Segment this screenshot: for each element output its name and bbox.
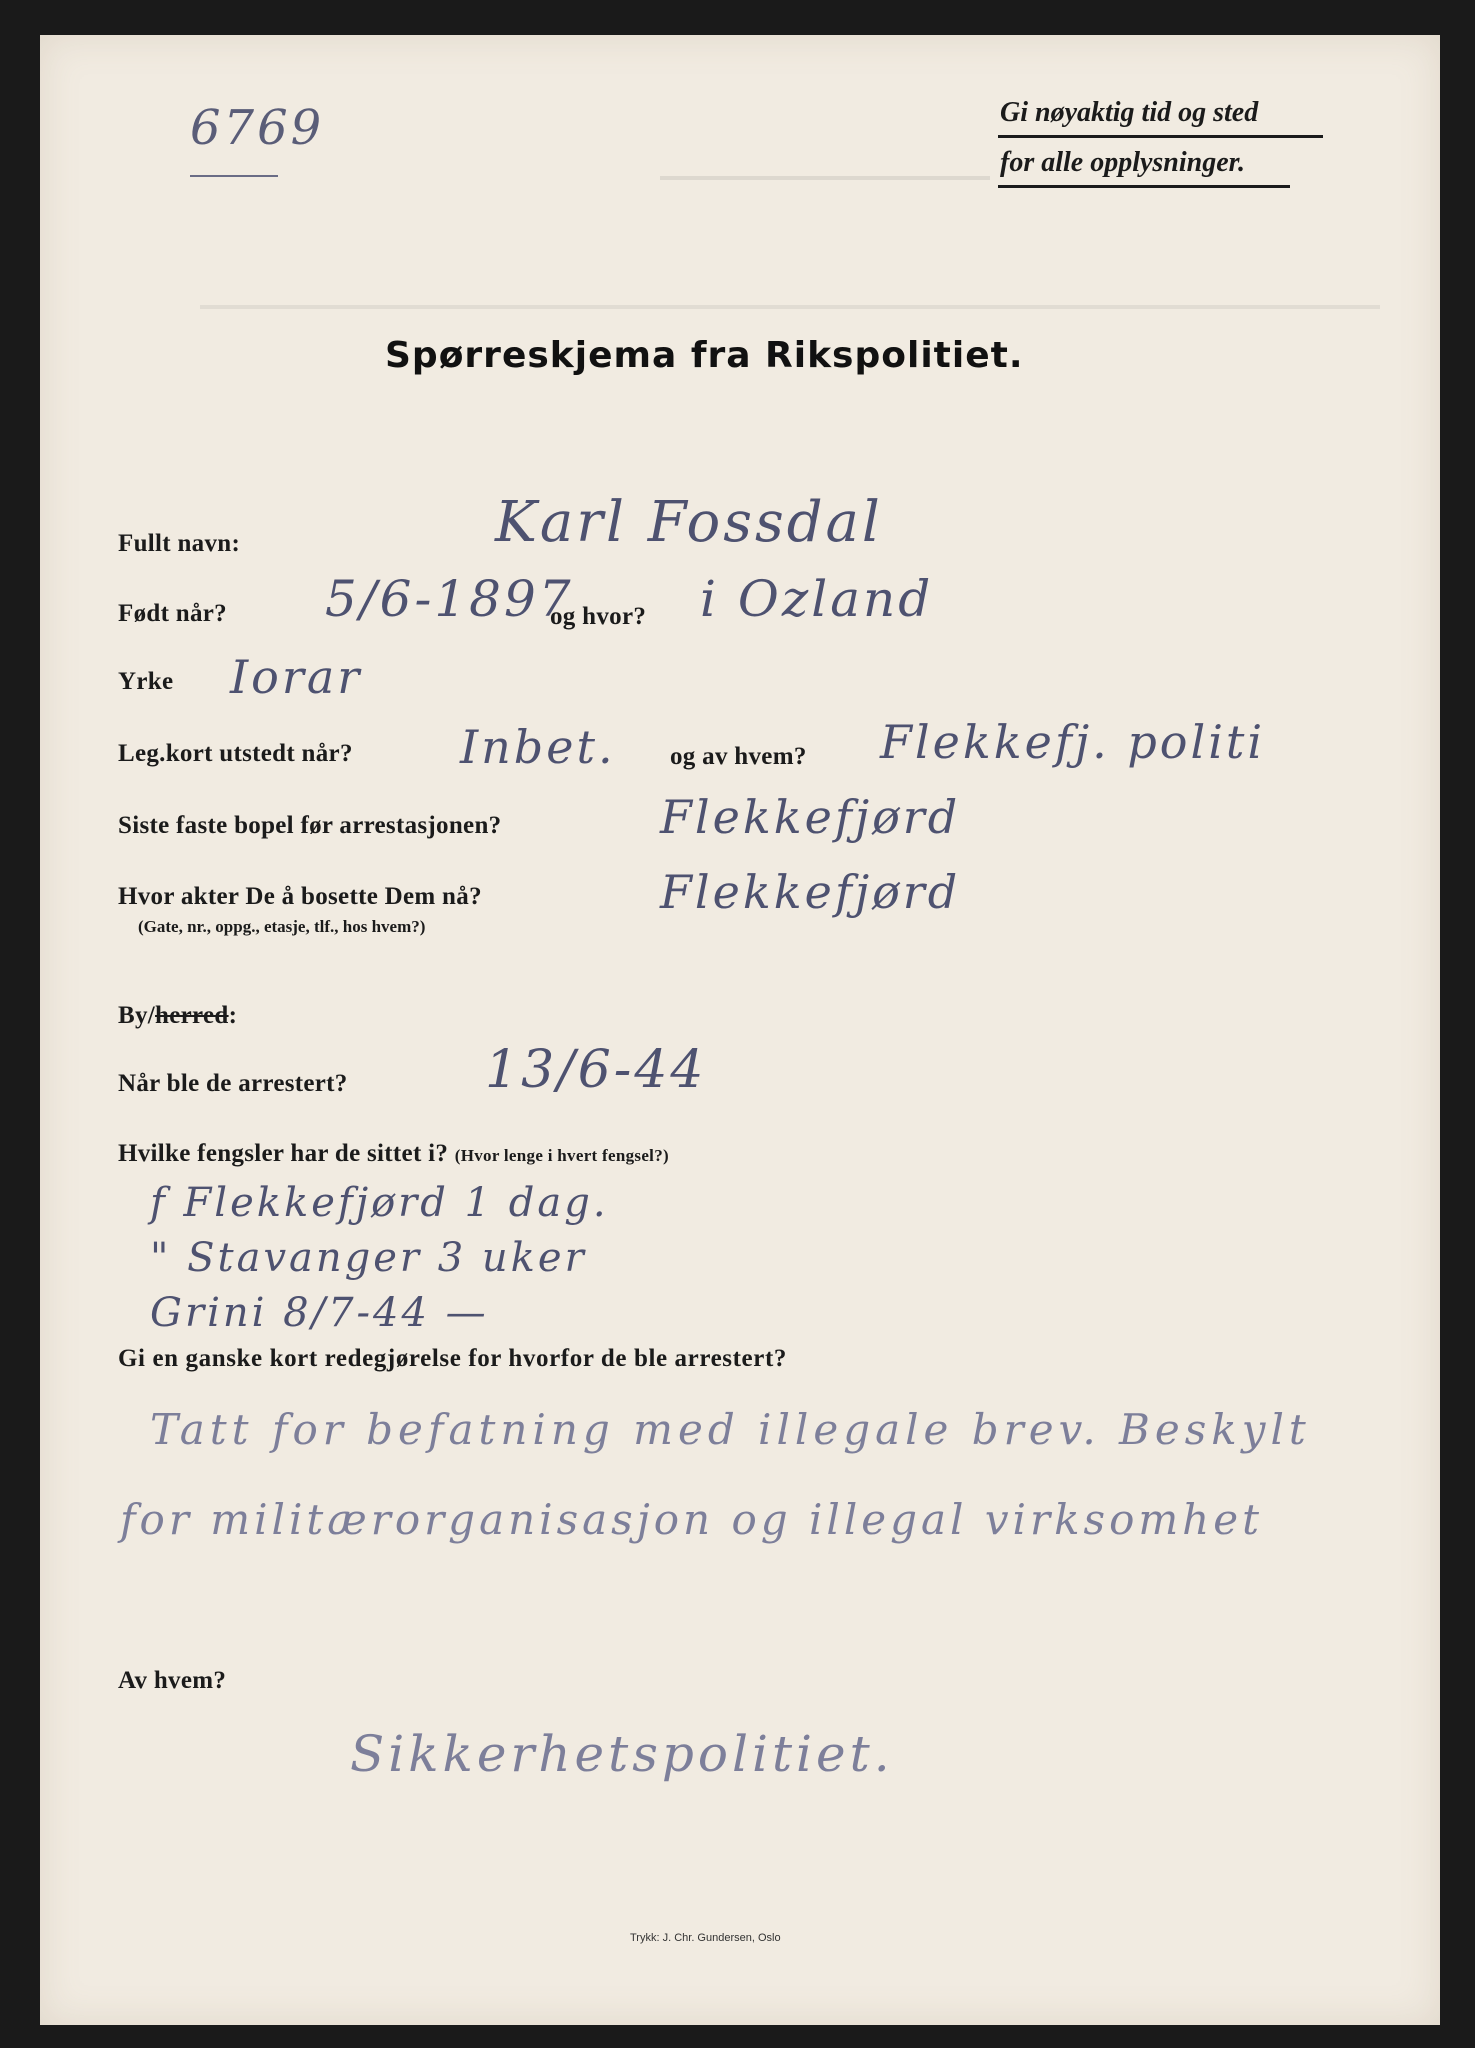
city-label-colon: : — [228, 1002, 238, 1029]
prisons-label-main: Hvilke fengsler har de sittet i? — [118, 1140, 449, 1167]
arrest-date-label: Når ble de arrestert? — [118, 1070, 348, 1097]
by-whom-label: Av hvem? — [118, 1667, 227, 1694]
idcard-by-label: og av hvem? — [670, 743, 807, 770]
idcard-by-value: Flekkefj. politi — [880, 715, 1266, 769]
born-when-value: 5/6-1897 — [325, 570, 574, 628]
settle-label: Hvor akter De å bosette Dem nå? — [118, 883, 482, 910]
name-label: Fullt navn: — [118, 530, 241, 557]
notice-line-1: Gi nøyaktig tid og sted — [1000, 97, 1259, 128]
last-address-label: Siste faste bopel før arrestasjonen? — [118, 812, 502, 839]
notice-line-2: for alle opplysninger. — [1000, 147, 1246, 178]
last-address-value: Flekkefjørd — [660, 790, 961, 844]
prison-line-3: Grini 8/7-44 — — [150, 1290, 489, 1336]
city-label-herred: herred — [155, 1002, 229, 1029]
archive-number-underline — [190, 175, 278, 177]
city-label-by: By/ — [118, 1002, 156, 1029]
reason-label: Gi en ganske kort redegjørelse for hvorfor de ble arrestert? — [118, 1345, 787, 1372]
bleed-through-line — [660, 176, 990, 180]
bleed-through-line — [200, 305, 1380, 309]
born-where-value: i Ozland — [700, 570, 934, 628]
form-title: Spørreskjema fra Rikspolitiet. — [385, 335, 1024, 376]
form-sheet — [40, 35, 1440, 2025]
name-value: Karl Fossdal — [495, 490, 883, 555]
occupation-value: Iorar — [230, 650, 363, 704]
by-whom-value: Sikkerhetspolitiet. — [350, 1725, 894, 1783]
arrest-date-value: 13/6-44 — [485, 1040, 707, 1100]
born-when-label: Født når? — [118, 600, 227, 627]
city-label — [118, 1002, 237, 1030]
reason-line-2: for militærorganisasjon og illegal virksomhet — [120, 1495, 1263, 1544]
settle-value: Flekkefjørd — [660, 865, 961, 919]
occupation-label: Yrke — [118, 668, 174, 695]
prison-line-2: " Stavanger 3 uker — [150, 1235, 587, 1281]
prisons-label — [118, 1140, 669, 1168]
archive-number: 6769 — [190, 100, 325, 156]
born-where-label: og hvor? — [550, 603, 647, 630]
prisons-label-sub: (Hvor lenge i hvert fengsel?) — [454, 1146, 669, 1165]
reason-line-1: Tatt for befatning med illegale brev. Beskylt — [150, 1405, 1311, 1454]
notice-underline-2 — [998, 185, 1290, 188]
printer-imprint: Trykk: J. Chr. Gundersen, Oslo — [630, 1932, 781, 1944]
idcard-when-label: Leg.kort utstedt når? — [118, 740, 353, 767]
settle-sublabel: (Gate, nr., oppg., etasje, tlf., hos hvem?) — [138, 917, 426, 936]
prison-line-1: f Flekkefjørd 1 dag. — [150, 1180, 609, 1226]
notice-underline-1 — [998, 135, 1323, 138]
idcard-when-value: Inbet. — [460, 720, 616, 774]
